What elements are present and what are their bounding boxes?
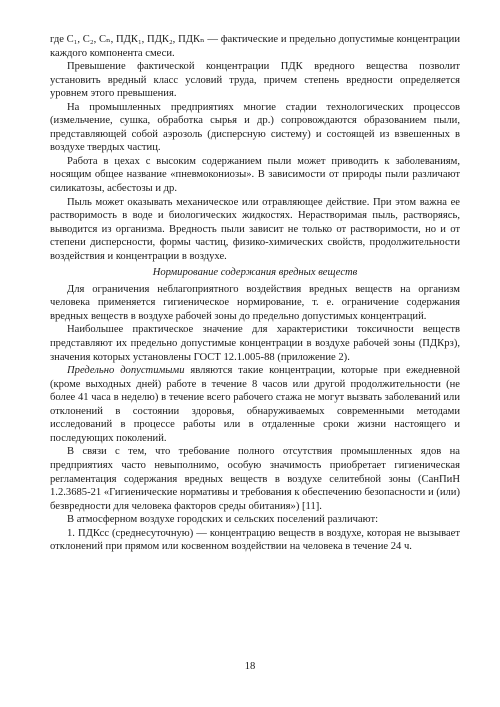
paragraph-definition xyxy=(50,364,460,445)
paragraph-residential-zone: В связи с тем, что требование полного отсутствия промышленных ядов на предприятиях часто невыполнимо, особую значимость приобретает гигиеническая регламентация содержания вредных веществ в воздухе селитебной зоны (СанПиН 1.2.3685-21 «Гигиенические нормативы и требования к обеспечению безопасности и (или) безвредности для человека факторов среды обитания») [11]. xyxy=(50,446,460,512)
body-text xyxy=(50,33,460,554)
section-heading: Нормирование содержания вредных веществ xyxy=(152,267,358,279)
paragraph-hygienic-norming: Для ограничения неблагоприятного воздействия вредных веществ на организм человека применяется гигиеническое нормирование, т. е. ограничение содержания вредных веществ в воздухе рабочей зоны до предельно допустимых концентраций. xyxy=(50,283,460,322)
paragraph-formula-legend: где С₁, С₂, Сₙ, ПДК₁, ПДК₂, ПДКₙ — фактические и предельно допустимые концентрации каждого компонента смеси. xyxy=(50,34,460,59)
paragraph-atmospheric-air: В атмосферном воздухе городских и сельских поселений различают: xyxy=(67,514,379,526)
definition-text: являются такие концентрации, которые при ежедневной (кроме выходных дней) работе в течение 8 часов или другой продолжительности (не более 41 часа в неделю) в течение всего рабочего стажа не могут вызвать заболеваний или отклонений в состоянии здоровья, обнаруживаемых современными методами исследований в процессе работы или в отдаленные сроки жизни настоящего и последующих поколений. xyxy=(50,365,460,444)
paragraph-pneumoconiosis: Работа в цехах с высоким содержанием пыли может приводить к заболеваниям, носящим общее название «пневмокониозы». В зависимости от природы пыли различают силикатозы, асбестозы и др. xyxy=(50,155,460,195)
page-number: 18 xyxy=(244,661,256,672)
definition-term: Предельно допустимыми xyxy=(67,365,185,377)
paragraph-mac-workzone: Наибольшее практическое значение для характеристики токсичности веществ представляют их предельно допустимые концентрации в воздухе рабочей зоны (ПДКрз), значения которых установлены ГОСТ 12.1.005-88 (приложение 2). xyxy=(50,324,460,363)
paragraph-dust-formation: На промышленных предприятиях многие стадии технологических процессов (измельчение, сушка, обработка сырья и др.) сопровождаются образованием пыли, представляющей собой аэрозоль (дисперсную систему) и состоящей из взвешенных в воздухе твердых частиц. xyxy=(50,101,460,154)
paragraph-dust-action: Пыль может оказывать механическое или отравляющее действие. При этом важна ее растворимость в воде и биологических жидкостях. Нерастворимая пыль, растворяясь, выводится из организма. Вредность пыли зависит не только от растворимости, но и от степени дисперсности, формы частиц, физико-химических свойств, продолжительности воздействия и концентрации в воздухе. xyxy=(50,196,460,262)
paragraph-mac-daily: 1. ПДКсс (среднесуточную) — концентрацию веществ в воздухе, которая не вызывает отклонений при прямом или косвенном воздействии на человека в течение 24 ч. xyxy=(50,527,460,553)
paragraph-excess-concentration: Превышение фактической концентрации ПДК вредного вещества позволит установить вредный класс условий труда, причем степень вредности определяется уровнем этого превышения. xyxy=(50,61,460,100)
